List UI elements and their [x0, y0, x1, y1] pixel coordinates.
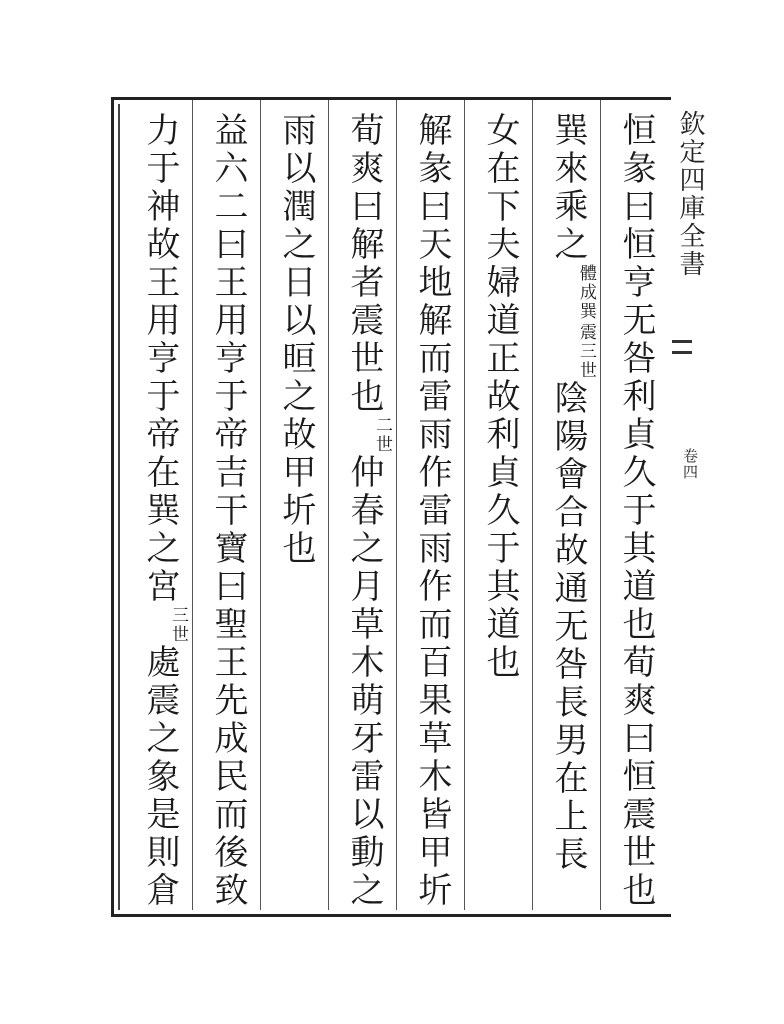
- column-rule: [192, 100, 193, 910]
- annotation-line: 震三世: [576, 323, 596, 380]
- text-column-3: [472, 112, 528, 682]
- main-text: 巽來乘之: [548, 112, 588, 264]
- column-rule: [464, 100, 465, 910]
- text-column-7: [200, 112, 256, 910]
- column-rule: [260, 100, 261, 910]
- inner-border-rule: [118, 104, 120, 910]
- main-text: 仲春之月草木萌牙雷以動之: [344, 454, 384, 910]
- main-text: 恒彖曰恒亨无咎利貞久于其道也荀爽曰恒震世也: [616, 112, 656, 910]
- annotation-line: 體成巽: [576, 264, 596, 321]
- fish-tail-mark: [672, 340, 692, 354]
- main-text: 雨以潤之日以晅之故甲圻也: [276, 112, 316, 568]
- main-text: 益六二曰王用亨于帝吉干寶曰聖王先成民而後致: [208, 112, 248, 910]
- main-text: 荀爽曰解者震世也: [344, 112, 384, 416]
- annotation: [576, 264, 596, 380]
- text-column-6: [268, 112, 324, 568]
- annotation-line: 三世: [168, 606, 188, 644]
- column-rule: [328, 100, 329, 910]
- main-text: 處震之象是則倉: [140, 644, 180, 910]
- main-text: 解彖曰天地解而雷雨作雷雨作而百果草木皆甲圻: [412, 112, 452, 910]
- column-rule: [600, 100, 601, 910]
- column-rule: [532, 100, 533, 910]
- juan-number: 卷四: [681, 448, 699, 480]
- main-text: 陰陽會合故通无咎長男在上長: [548, 380, 588, 874]
- text-column-4: [404, 112, 460, 910]
- main-text: 力于神故王用亨于帝在巽之宮: [140, 112, 180, 606]
- text-column-1: [608, 112, 664, 910]
- main-text: 女在下夫婦道正故利貞久于其道也: [480, 112, 520, 682]
- text-column-8: [132, 112, 188, 910]
- annotation-line: 二世: [372, 416, 392, 454]
- annotation: [372, 416, 392, 454]
- book-title: 欽定四庫全書: [675, 110, 705, 278]
- annotation: [168, 606, 188, 644]
- text-column-2: [540, 112, 596, 874]
- column-rule: [396, 100, 397, 910]
- text-column-5: [336, 112, 392, 910]
